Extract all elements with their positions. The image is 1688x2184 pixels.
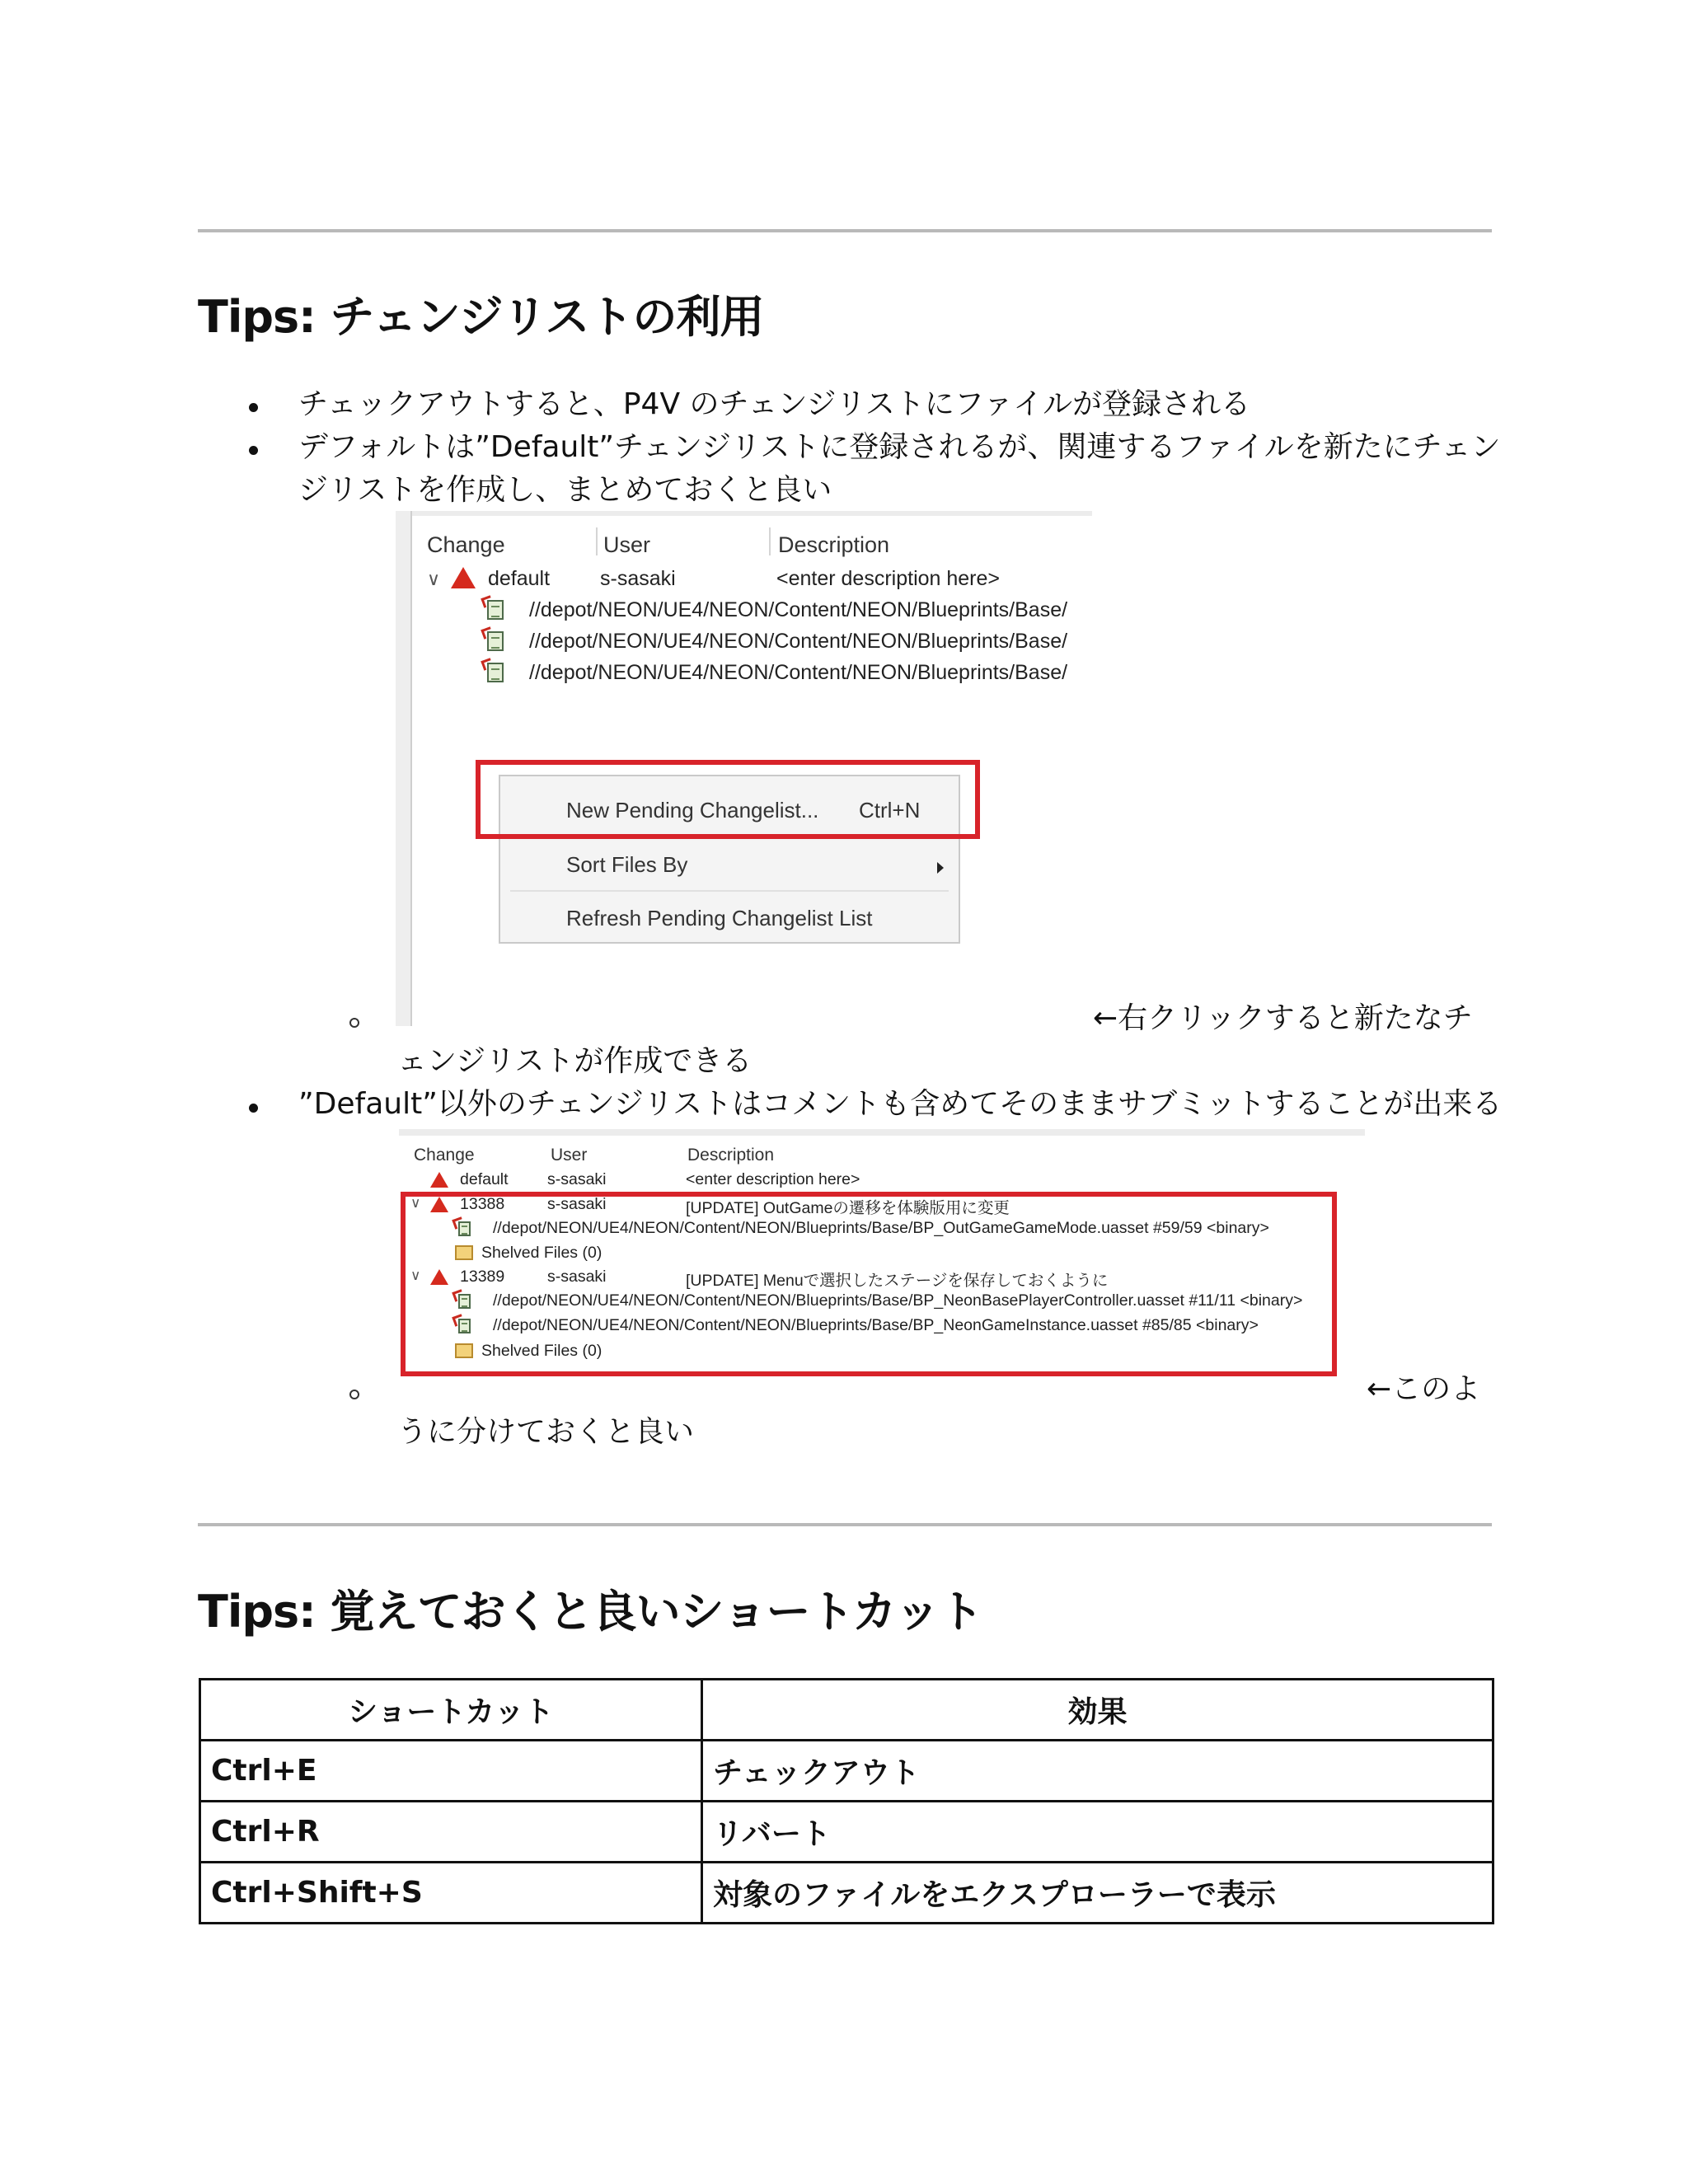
changelist-13388-user: s-sasaki xyxy=(547,1195,607,1213)
changelist-13389-user: s-sasaki xyxy=(547,1268,607,1286)
checked-out-file-icon xyxy=(487,600,504,620)
table-header-effect: 効果 xyxy=(702,1680,1493,1741)
bullet-text-default-line1: デフォルトは”Default”チェンジリストに登録されるが、関連するファイルを新たにチェン xyxy=(298,430,1501,464)
menu-item-refresh-pending-list[interactable]: Refresh Pending Changelist List xyxy=(566,906,873,930)
table-row xyxy=(200,1863,1493,1924)
p4v-changelist-screenshot xyxy=(396,511,1092,1026)
menu-item-new-pending-changelist[interactable]: New Pending Changelist... xyxy=(566,798,819,823)
chevron-down-icon[interactable]: ∨ xyxy=(410,1268,421,1283)
bullet-text-submit: ”Default”以外のチェンジリストはコメントも含めてそのままサブミットすることが出来る xyxy=(298,1087,1503,1121)
table-cell-key: Ctrl+R xyxy=(200,1802,702,1863)
bullet-text-checkout: チェックアウトすると、P4V のチェンジリストにファイルが登録される xyxy=(298,387,1251,421)
column-separator xyxy=(596,527,598,555)
section-divider-shortcuts xyxy=(198,1523,1492,1526)
table-cell-effect: リバート xyxy=(702,1802,1493,1863)
section-divider-top xyxy=(198,229,1492,232)
submenu-arrow-icon xyxy=(937,862,944,874)
table-row xyxy=(200,1741,1493,1802)
changelist-file-row[interactable]: //depot/NEON/UE4/NEON/Content/NEON/Blueprints/Base/BP_NeonBasePlayerController.uasset #11/11 <binary> xyxy=(493,1291,1303,1310)
sub-bullet-icon xyxy=(349,1390,359,1399)
top-edge xyxy=(412,511,1092,516)
changelist-13388-number[interactable]: 13388 xyxy=(460,1195,505,1213)
shortcuts-table xyxy=(199,1678,1494,1924)
table-row xyxy=(200,1802,1493,1863)
highlight-box xyxy=(401,1192,1337,1376)
caption-separate-line1: ←このよ xyxy=(1367,1372,1481,1406)
checked-out-file-icon xyxy=(487,631,504,651)
default-changelist-user: s-sasaki xyxy=(547,1170,607,1188)
caption-right-click-line1: ←右クリックすると新たなチ xyxy=(1093,1001,1473,1035)
default-changelist-description: <enter description here> xyxy=(686,1170,860,1188)
default-changelist-name[interactable]: default xyxy=(460,1170,509,1188)
column-header-change: Change xyxy=(427,532,505,557)
caption-separate-line2: うに分けておくと良い xyxy=(397,1415,695,1449)
default-changelist-description: <enter description here> xyxy=(776,567,1001,590)
changelist-file-row[interactable]: //depot/NEON/UE4/NEON/Content/NEON/Blueprints/Base/BP_NeonGameInstance.uasset #85/85 <binary> xyxy=(493,1316,1259,1334)
changelist-file-row[interactable]: //depot/NEON/UE4/NEON/Content/NEON/Blueprints/Base/ xyxy=(529,661,1068,684)
bullet-text-default-line2: ジリストを作成し、まとめておくと良い xyxy=(298,473,832,507)
changelist-13389-description: [UPDATE] Menuで選択したステージを保存しておくように xyxy=(686,1272,1109,1290)
highlight-box xyxy=(476,760,980,839)
changelist-13388-description: [UPDATE] OutGameの遷移を体験版用に変更 xyxy=(686,1199,1010,1217)
p4v-multiple-changelists-screenshot xyxy=(399,1129,1365,1422)
table-cell-key: Ctrl+E xyxy=(200,1741,702,1802)
checked-out-file-icon xyxy=(487,663,504,682)
default-changelist-name[interactable]: default xyxy=(488,567,551,590)
menu-shortcut-ctrl-n: Ctrl+N xyxy=(859,798,921,823)
table-cell-key: Ctrl+Shift+S xyxy=(200,1863,702,1924)
table-cell-effect: チェックアウト xyxy=(702,1741,1493,1802)
column-header-description: Description xyxy=(778,532,890,557)
table-header-row xyxy=(200,1680,1493,1741)
section-heading-shortcuts: Tips: 覚えておくと良いショートカット xyxy=(198,1586,983,1638)
bullet-icon xyxy=(249,1104,258,1113)
column-header-description: Description xyxy=(687,1146,775,1165)
caption-right-click-line2: ェンジリストが作成できる xyxy=(397,1044,753,1078)
changelist-file-row[interactable]: //depot/NEON/UE4/NEON/Content/NEON/Blueprints/Base/ xyxy=(529,598,1068,621)
changelist-file-row[interactable]: //depot/NEON/UE4/NEON/Content/NEON/Blueprints/Base/BP_OutGameGameMode.uasset #59/59 <binary> xyxy=(493,1219,1269,1237)
table-header-shortcut: ショートカット xyxy=(200,1680,702,1741)
changelist-warning-icon xyxy=(430,1172,448,1188)
shelved-files-row[interactable]: Shelved Files (0) xyxy=(481,1244,603,1262)
menu-separator xyxy=(510,890,949,892)
left-gutter xyxy=(396,511,412,1026)
column-separator xyxy=(769,527,771,555)
chevron-down-icon[interactable]: ∨ xyxy=(410,1195,421,1211)
default-changelist-user: s-sasaki xyxy=(600,567,676,590)
changelist-warning-icon xyxy=(451,567,476,588)
changelist-13389-number[interactable]: 13389 xyxy=(460,1268,505,1286)
column-header-user: User xyxy=(551,1146,588,1165)
bullet-icon xyxy=(249,403,258,412)
column-header-change: Change xyxy=(414,1146,475,1165)
section-heading-changelist: Tips: チェンジリストの利用 xyxy=(198,291,764,343)
chevron-down-icon[interactable]: ∨ xyxy=(427,569,441,589)
shelved-files-row[interactable]: Shelved Files (0) xyxy=(481,1342,603,1360)
menu-item-sort-files-by[interactable]: Sort Files By xyxy=(566,852,688,877)
sub-bullet-icon xyxy=(349,1018,359,1028)
bullet-icon xyxy=(249,446,258,455)
changelist-file-row[interactable]: //depot/NEON/UE4/NEON/Content/NEON/Blueprints/Base/ xyxy=(529,630,1068,653)
table-cell-effect: 対象のファイルをエクスプローラーで表示 xyxy=(702,1863,1493,1924)
top-edge xyxy=(399,1129,1365,1136)
column-header-user: User xyxy=(603,532,651,557)
